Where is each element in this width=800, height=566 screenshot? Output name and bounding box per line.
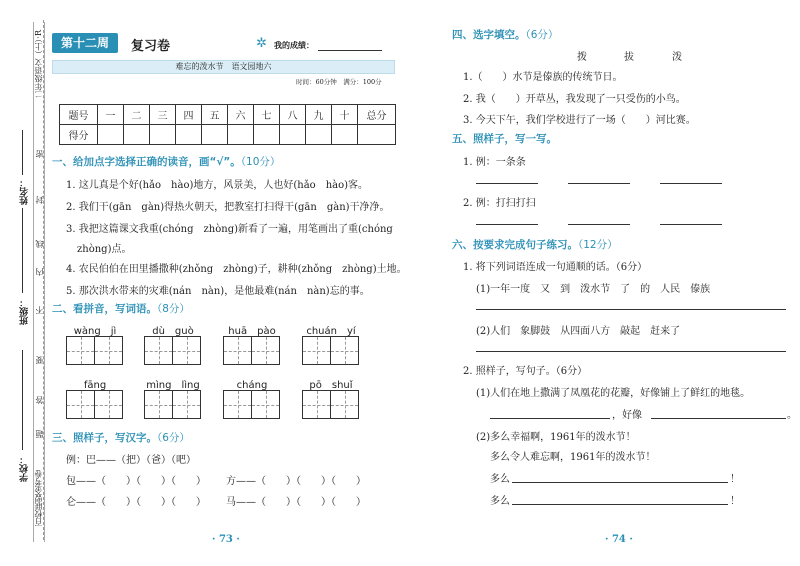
section1-title: 一、给加点字选择正确的读音，画“√”。（10分） xyxy=(52,156,281,168)
q1-1: 1. 这儿真是个好(hǎo hào)地方，风景美，人也好(hǎo hào)客。 xyxy=(66,180,369,191)
q6-2d: 多么 xyxy=(490,474,510,485)
star-icon: ✲ xyxy=(256,36,267,51)
sidebar-edition: 二年级语文（上）·R xyxy=(34,30,43,99)
score-row-label: 得分 xyxy=(60,125,98,145)
q5-1: 1. 例：一条条 xyxy=(463,157,526,168)
score-cell[interactable] xyxy=(202,125,228,145)
q1-4: 4. 农民伯伯在田里播撒种(zhǒng zhòng)子，耕种(zhǒng zhòng)土地。 xyxy=(66,264,407,275)
choice-2: 拔 xyxy=(624,52,634,63)
page-title: 复习卷 xyxy=(131,39,171,54)
q6-2e-end: ！ xyxy=(730,496,740,507)
school-field[interactable] xyxy=(22,350,23,450)
q6-2e: 多么 xyxy=(490,496,510,507)
q6-1: 1. 将下列词语连成一句通顺的话。（6分） xyxy=(463,262,648,273)
section5-title: 五、照样子，写一写。 xyxy=(452,133,557,145)
score-table-header: 五 xyxy=(202,105,228,125)
q4-3[interactable]: 3. 今天下午，我们学校进行了一场（ ）河比赛。 xyxy=(463,115,696,126)
score-cell[interactable] xyxy=(228,125,254,145)
q5-2-blank-2[interactable] xyxy=(568,224,630,225)
school-label: 学校： xyxy=(20,455,30,482)
q6-1b-answer[interactable] xyxy=(476,351,786,352)
score-table-header: 六 xyxy=(228,105,254,125)
time-note: 时间：60分钟 满分：100分 xyxy=(296,78,382,86)
score-table-header: 九 xyxy=(306,105,332,125)
score-cell[interactable] xyxy=(332,125,358,145)
q3-row2a[interactable]: 仑——（ ）（ ）（ ） xyxy=(66,497,206,508)
q4-1[interactable]: 1.（ ）水节是傣族的传统节日。 xyxy=(463,72,623,83)
q6-2e-blank[interactable] xyxy=(512,504,728,505)
score-table-header: 八 xyxy=(280,105,306,125)
q1-3b: zhòng)点。 xyxy=(77,244,132,255)
q1-5: 5. 那次洪水带来的灾难(nán nàn)，是他最难(nán nàn)忘的事。 xyxy=(66,286,370,297)
page-number-left: · 73 · xyxy=(212,534,240,545)
score-table-header: 四 xyxy=(176,105,202,125)
section2-title: 二、看拼音，写词语。（8分） xyxy=(52,303,190,315)
score-cell[interactable] xyxy=(306,125,332,145)
class-label: 班级： xyxy=(20,298,30,325)
q6-2a-blank-2[interactable] xyxy=(651,418,786,419)
choice-1: 拨 xyxy=(577,52,587,63)
q5-2-blank-1[interactable] xyxy=(476,224,538,225)
name-field[interactable] xyxy=(22,130,23,175)
choice-3: 泼 xyxy=(672,52,682,63)
q6-2c: 多么令人难忘啊，1961年的泼水节！ xyxy=(490,452,656,463)
q3-row1b[interactable]: 方——（ ）（ ）（ ） xyxy=(226,476,366,487)
q3-row2b[interactable]: 马——（ ）（ ）（ ） xyxy=(226,497,366,508)
q6-1a-answer[interactable] xyxy=(476,309,786,310)
score-table-header: 三 xyxy=(150,105,176,125)
section6-title: 六、按要求完成句子练习。（12分） xyxy=(452,239,618,251)
score-field[interactable] xyxy=(318,50,382,51)
subtitle-bar: 难忘的泼水节 语文园地六 xyxy=(52,60,395,74)
q5-2: 2. 例：打扫打扫 xyxy=(463,198,536,209)
score-cell[interactable] xyxy=(280,125,306,145)
score-label: 我的成绩： xyxy=(274,40,314,50)
q1-3: 3. 我把这篇课文我重(chóng zhòng)新看了一遍，用笔画出了重(chóng xyxy=(66,224,393,235)
score-table-header: 总分 xyxy=(358,105,396,125)
score-table-header: 一 xyxy=(98,105,124,125)
score-table-header: 二 xyxy=(124,105,150,125)
score-cell[interactable] xyxy=(98,125,124,145)
q4-2[interactable]: 2. 我（ ）开草丛，我发现了一只受伤的小鸟。 xyxy=(463,94,686,105)
sidebar-cut: 百校联盟金考卷 xyxy=(34,470,43,526)
score-cell[interactable] xyxy=(254,125,280,145)
q3-row1a[interactable]: 包——（ ）（ ）（ ） xyxy=(66,476,206,487)
q3-example: 例：巴——（把）（爸）（吧） xyxy=(66,455,196,466)
score-table-header: 十 xyxy=(332,105,358,125)
q6-2a-blank-1[interactable] xyxy=(490,418,610,419)
score-cell[interactable] xyxy=(150,125,176,145)
sidebar-strip xyxy=(33,22,45,542)
score-table xyxy=(59,104,396,145)
q5-1-blank-1[interactable] xyxy=(476,183,538,184)
q5-1-blank-3[interactable] xyxy=(660,183,722,184)
score-table-header: 题号 xyxy=(60,105,98,125)
score-cell[interactable] xyxy=(124,125,150,145)
q1-2: 2. 我们干(gān gàn)得热火朝天，把教室打扫得干(gān gàn)干净净。 xyxy=(66,202,390,213)
name-label: 姓名： xyxy=(20,178,30,205)
q6-1a: (1)一年一度 又 到 泼水节 了 的 人民 傣族 xyxy=(476,284,711,295)
q6-2a-fill: ，好像 xyxy=(612,410,642,421)
q5-1-blank-2[interactable] xyxy=(568,183,630,184)
page-number-right: · 74 · xyxy=(605,534,633,545)
q6-2a: (1)人们在地上撒满了凤凰花的花瓣，好像铺上了鲜红的地毯。 xyxy=(476,388,751,399)
score-cell[interactable] xyxy=(176,125,202,145)
week-badge: 第十二周 xyxy=(52,33,118,53)
q6-2a-end: 。 xyxy=(787,410,797,421)
section4-title: 四、选字填空。（6分） xyxy=(452,29,559,41)
class-field[interactable] xyxy=(22,208,23,293)
q6-2: 2. 照样子，写句子。（6分） xyxy=(463,366,588,377)
q5-2-blank-3[interactable] xyxy=(660,224,722,225)
q6-2d-blank[interactable] xyxy=(512,482,728,483)
q6-1b: (2)人们 象脚鼓 从四面八方 敲起 赶来了 xyxy=(476,326,681,337)
section3-title: 三、照样子，写汉字。（6分） xyxy=(52,432,190,444)
score-table-header: 七 xyxy=(254,105,280,125)
score-cell[interactable] xyxy=(358,125,396,145)
q6-2d-end: ！ xyxy=(730,474,740,485)
q6-2b: (2)多么幸福啊，1961年的泼水节！ xyxy=(476,432,636,443)
